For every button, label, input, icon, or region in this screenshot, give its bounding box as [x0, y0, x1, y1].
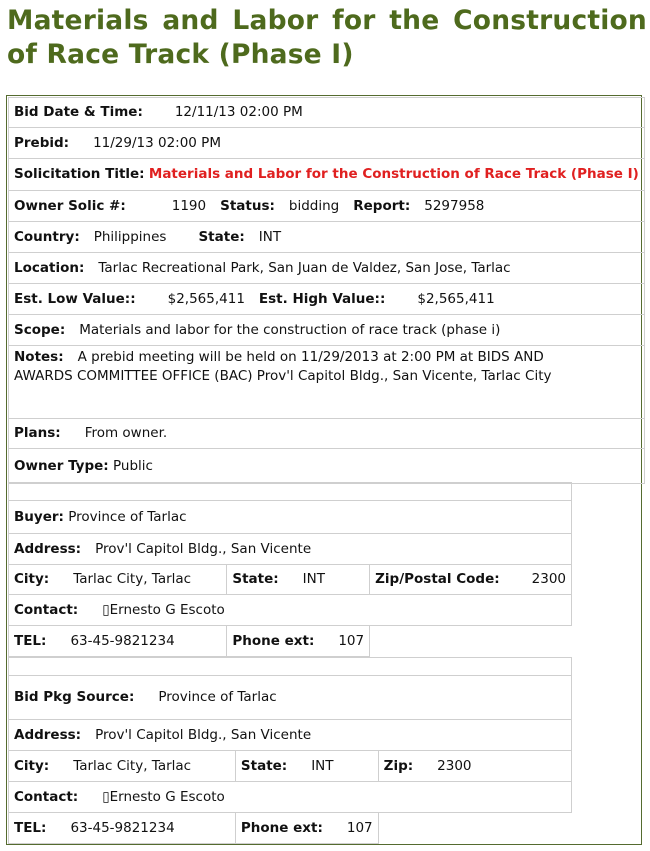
- source-zip-label: Zip:: [383, 757, 414, 774]
- bid-source-table: [8, 657, 572, 844]
- solicitation-title[interactable]: Materials and Labor for the Construction of Race Track (Phase I): [148, 166, 639, 182]
- source-ext-label: Phone ext:: [240, 819, 323, 836]
- location-label: Location:: [14, 259, 85, 276]
- country-value: Philippines: [93, 228, 167, 245]
- prebid-value: 11/29/13 02:00 PM: [93, 134, 221, 151]
- owner-type-label: Owner Type:: [14, 457, 109, 474]
- status-value: bidding: [288, 197, 340, 214]
- scope-row: [9, 315, 645, 346]
- buyer-zip-label: Zip/Postal Code:: [375, 571, 500, 587]
- source-tel-value: 63-45-9821234: [70, 819, 175, 836]
- source-value: Province of Tarlac: [158, 689, 277, 705]
- scope-value: Materials and labor for the construction of race track (phase i): [79, 321, 501, 338]
- plans-row: [9, 419, 645, 449]
- source-tel-label: TEL:: [14, 819, 47, 836]
- owner-type-row: [9, 449, 645, 484]
- buyer-tel-label: TEL:: [14, 632, 47, 649]
- buyer-city-value: Tarlac City, Tarlac: [73, 571, 192, 587]
- buyer-tel-value: 63-45-9821234: [70, 632, 175, 649]
- plans-value: From owner.: [84, 425, 168, 441]
- buyer-address-row: [9, 534, 572, 565]
- buyer-address-label: Address:: [14, 540, 82, 557]
- bid-info-table: [8, 97, 645, 484]
- source-tel-row: [9, 813, 572, 844]
- report-value: 5297958: [424, 197, 485, 214]
- buyer-state-label: State:: [232, 571, 279, 587]
- source-row: [9, 676, 572, 720]
- owner-solic-row: [9, 191, 645, 222]
- notes-row: [9, 346, 645, 419]
- source-label: Bid Pkg Source:: [14, 689, 135, 705]
- source-zip-value: 2300: [437, 757, 472, 774]
- page-title: Materials and Labor for the Construction of Race Track (Phase I): [7, 5, 647, 70]
- prebid-label: Prebid:: [14, 134, 70, 151]
- state-label: State:: [198, 228, 245, 245]
- buyer-value: Province of Tarlac: [68, 508, 187, 525]
- buyer-city-row: [9, 565, 572, 595]
- bid-date-value: 12/11/13 02:00 PM: [174, 104, 303, 120]
- buyer-ext-value: 107: [338, 632, 365, 649]
- buyer-ext-label: Phone ext:: [232, 632, 315, 649]
- est-high-label: Est. High Value::: [258, 290, 386, 307]
- buyer-contact-row: [9, 595, 572, 626]
- scope-label: Scope:: [14, 321, 66, 338]
- country-label: Country:: [14, 228, 80, 245]
- buyer-label: Buyer:: [14, 508, 64, 525]
- source-ext-value: 107: [346, 819, 373, 836]
- report-label: Report:: [353, 197, 411, 214]
- buyer-state-value: INT: [302, 571, 325, 587]
- source-contact-label: Contact:: [14, 788, 79, 805]
- est-low-value: $2,565,411: [167, 290, 245, 307]
- buyer-contact-label: Contact:: [14, 601, 79, 618]
- plans-label: Plans:: [14, 425, 61, 441]
- source-state-value: INT: [311, 757, 334, 774]
- country-row: [9, 222, 645, 253]
- bid-date-row: [9, 98, 645, 128]
- est-value-row: [9, 284, 645, 315]
- source-city-value: Tarlac City, Tarlac: [73, 757, 192, 774]
- buyer-city-label: City:: [14, 571, 50, 587]
- source-contact-value: ▯Ernesto G Escoto: [102, 788, 225, 805]
- notes-value: A prebid meeting will be held on 11/29/2013 at 2:00 PM at BIDS AND AWARDS COMMITTEE OFFICE (BAC) Prov'l Capitol Bldg., San Vicente, Tarlac City: [14, 349, 552, 384]
- buyer-zip-value: 2300: [531, 571, 566, 587]
- buyer-contact-value: ▯Ernesto G Escoto: [102, 601, 225, 618]
- source-address-row: [9, 720, 572, 751]
- source-address-label: Address:: [14, 726, 82, 743]
- solicitation-row: [9, 159, 645, 191]
- location-value: Tarlac Recreational Park, San Juan de Valdez, San Jose, Tarlac: [98, 259, 511, 276]
- buyer-tel-row: [9, 626, 572, 657]
- est-high-value: $2,565,411: [417, 290, 495, 307]
- solicitation-label: Solicitation Title:: [14, 166, 145, 182]
- owner-solic-label: Owner Solic #:: [14, 197, 126, 214]
- est-low-label: Est. Low Value::: [14, 290, 136, 307]
- source-contact-row: [9, 782, 572, 813]
- buyer-address-value: Prov'l Capitol Bldg., San Vicente: [95, 540, 312, 557]
- owner-type-value: Public: [113, 457, 153, 474]
- source-spacer-row: [9, 658, 572, 676]
- source-state-label: State:: [240, 757, 288, 774]
- owner-solic-value: 1190: [171, 197, 207, 214]
- buyer-row: [9, 501, 572, 534]
- buyer-spacer-row: [9, 483, 572, 501]
- prebid-row: [9, 128, 645, 159]
- buyer-table: [8, 482, 572, 657]
- bid-date-label: Bid Date & Time:: [14, 104, 143, 120]
- location-row: [9, 253, 645, 284]
- notes-label: Notes:: [14, 349, 64, 365]
- source-city-label: City:: [14, 757, 50, 774]
- source-city-row: [9, 751, 572, 782]
- source-address-value: Prov'l Capitol Bldg., San Vicente: [95, 726, 312, 743]
- state-value: INT: [258, 228, 282, 245]
- status-label: Status:: [220, 197, 275, 214]
